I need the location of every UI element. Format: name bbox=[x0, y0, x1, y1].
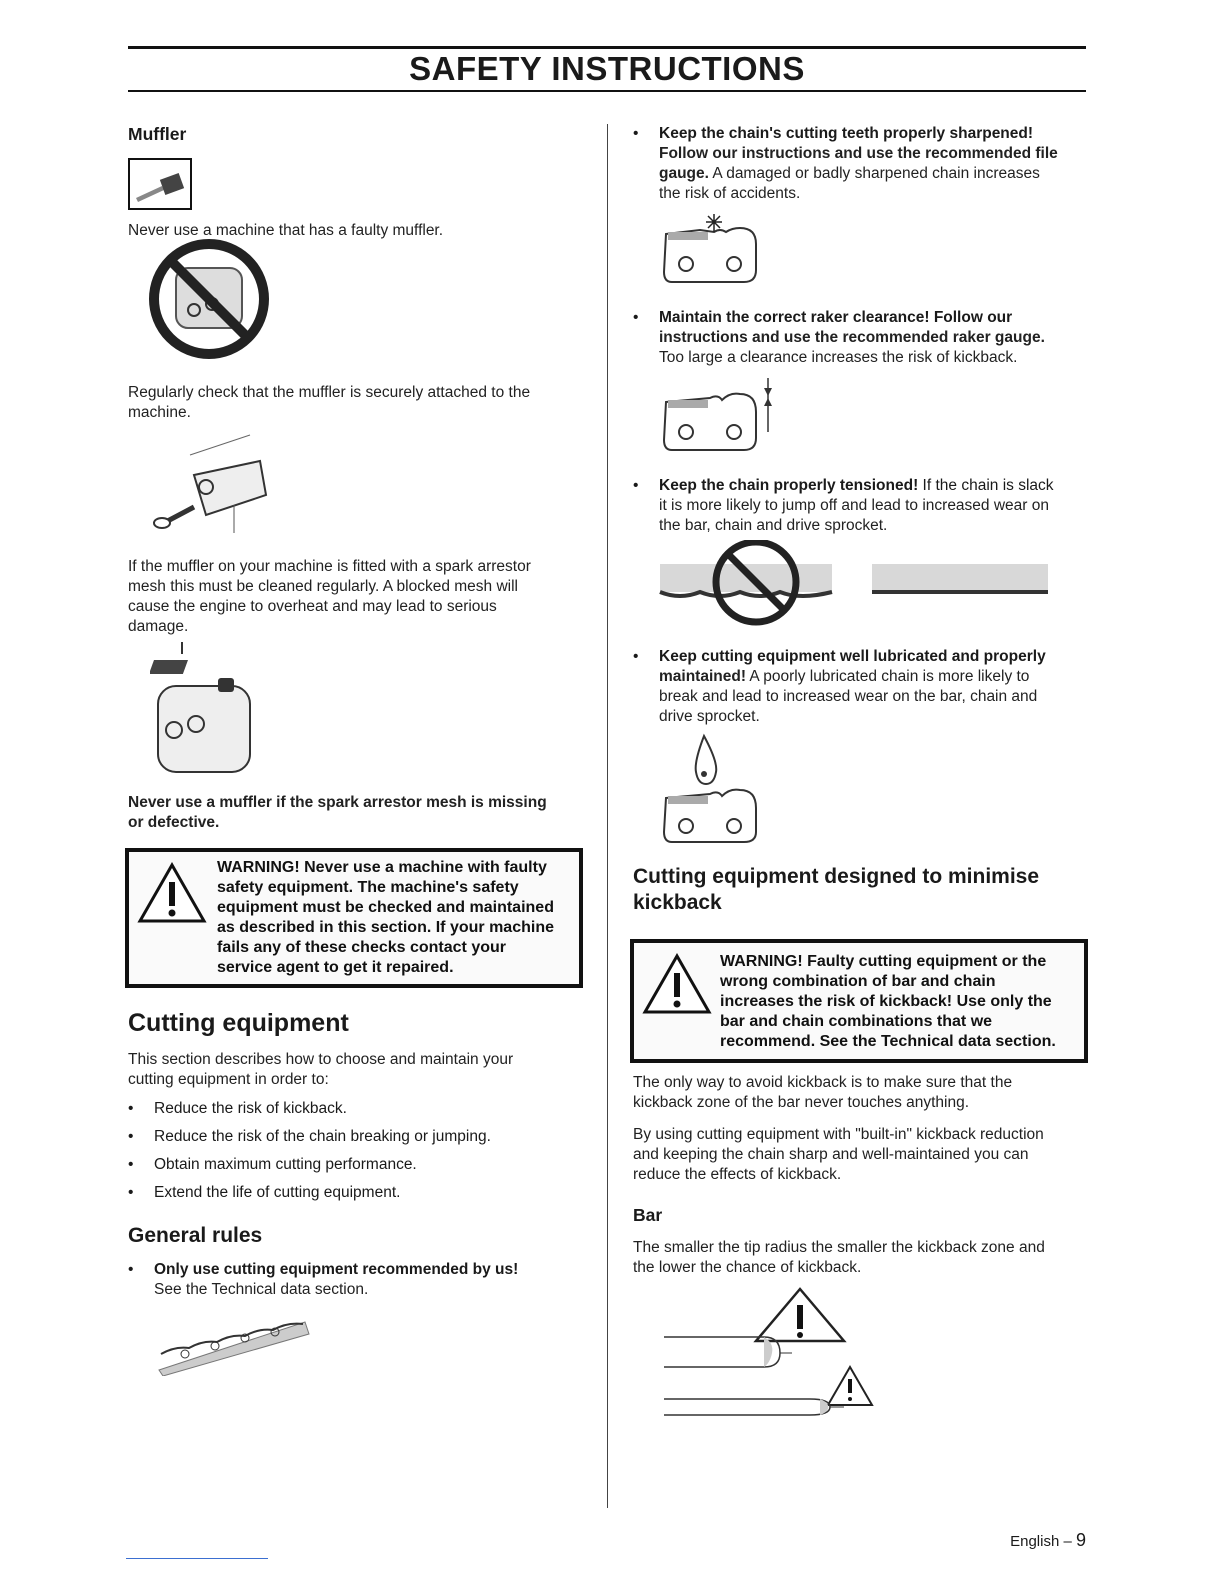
muffler-bold-l1: Never use a muffler if the spark arrestor mesh is missing bbox=[128, 794, 547, 811]
rb2-l2: instructions and use the recommended raker gauge. bbox=[659, 329, 1045, 346]
bar-heading: Bar bbox=[633, 1205, 663, 1225]
page-footer: English – 9 bbox=[1010, 1530, 1086, 1550]
warning2-l3: increases the risk of kickback! Use only the bbox=[720, 993, 1052, 1010]
raker-clearance-figure bbox=[660, 372, 780, 458]
rb1-l4: the risk of accidents. bbox=[659, 185, 801, 202]
bar-tip-radius-figure bbox=[660, 1285, 880, 1420]
header-top-rule bbox=[128, 46, 1086, 49]
rb3-l3: the bar, chain and drive sprocket. bbox=[659, 517, 888, 534]
rb2-l1: Maintain the correct raker clearance! Follow our bbox=[659, 309, 1013, 326]
muffler-bold-l2: or defective. bbox=[128, 814, 220, 831]
kickback-p2-l2: and keeping the chain sharp and well-maintained you can bbox=[633, 1146, 1029, 1163]
spark-arrestor-figure bbox=[150, 638, 260, 778]
footer-language: English bbox=[1010, 1533, 1060, 1550]
kickback-p2-l1: By using cutting equipment with "built-in" kickback reduction bbox=[633, 1126, 1044, 1143]
general-b1-bold: Only use cutting equipment recommended by us! bbox=[154, 1261, 519, 1278]
no-faulty-muffler-icon bbox=[148, 238, 270, 360]
muffler-p2-l2: machine. bbox=[128, 404, 191, 421]
warning-box-kickback bbox=[630, 939, 1088, 1063]
warning1-l4: as described in this section. If your machine bbox=[217, 919, 554, 936]
kickback-heading-l2: kickback bbox=[633, 891, 722, 914]
bar-p-l1: The smaller the tip radius the smaller the kickback zone and bbox=[633, 1239, 1045, 1256]
muffler-p3-l2: mesh this must be cleaned regularly. A blocked mesh will bbox=[128, 578, 518, 595]
muffler-p3-l1: If the muffler on your machine is fitted with a spark arrestor bbox=[128, 558, 531, 575]
column-divider bbox=[607, 124, 608, 1508]
rb1-l3: gauge. A damaged or badly sharpened chain increases bbox=[659, 165, 1040, 182]
muffler-screwdriver-figure bbox=[150, 425, 280, 535]
rb1-l1: Keep the chain's cutting teeth properly sharpened! bbox=[659, 125, 1034, 142]
bar-p-l2: the lower the chance of kickback. bbox=[633, 1259, 862, 1276]
warning-triangle-icon bbox=[642, 953, 712, 1015]
rb3-l1: Keep the chain properly tensioned! If the chain is slack bbox=[659, 477, 1054, 494]
warning1-l2: safety equipment. The machine's safety bbox=[217, 879, 519, 896]
warning2-l2: wrong combination of bar and chain bbox=[720, 973, 996, 990]
warning1-l1: WARNING! Never use a machine with faulty bbox=[217, 859, 547, 876]
muffler-p3-l3: cause the engine to overheat and may lead to serious bbox=[128, 598, 497, 615]
muffler-heading: Muffler bbox=[128, 124, 187, 144]
kickback-heading-l1: Cutting equipment designed to minimise bbox=[633, 865, 1040, 888]
warning1-l5: fails any of these checks contact your bbox=[217, 939, 506, 956]
page-number: 9 bbox=[1075, 1530, 1086, 1550]
cutter-tooth-sharpen-figure bbox=[660, 210, 770, 288]
lubrication-figure bbox=[660, 732, 760, 844]
general-rules-heading: General rules bbox=[128, 1224, 263, 1247]
rb4-l3: break and lead to increased wear on the bar, chain and bbox=[659, 688, 1038, 705]
warning-box-safety-equipment bbox=[125, 848, 583, 988]
muffler-p2-l1: Regularly check that the muffler is securely attached to the bbox=[128, 384, 531, 401]
muffler-brush-icon bbox=[128, 158, 192, 210]
chain-tension-figure bbox=[650, 540, 1060, 632]
warning2-l5: recommend. See the Technical data section. bbox=[720, 1033, 1056, 1050]
warning2-l4: bar and chain combinations that we bbox=[720, 1013, 993, 1030]
rb1-l2: Follow our instructions and use the recommended file bbox=[659, 145, 1058, 162]
general-b1-text: See the Technical data section. bbox=[154, 1281, 369, 1298]
page-title: SAFETY INSTRUCTIONS bbox=[409, 50, 805, 87]
cutting-equipment-heading: Cutting equipment bbox=[128, 1009, 349, 1037]
muffler-p1: Never use a machine that has a faulty muffler. bbox=[128, 222, 444, 239]
footer-link-underline bbox=[126, 1558, 268, 1559]
warning1-l6: service agent to get it repaired. bbox=[217, 959, 454, 976]
kickback-p1-l2: kickback zone of the bar never touches anything. bbox=[633, 1094, 970, 1111]
cutting-intro-l1: This section describes how to choose and maintain your bbox=[128, 1051, 514, 1068]
warning-triangle-icon bbox=[137, 862, 207, 924]
kickback-p1-l1: The only way to avoid kickback is to make sure that the bbox=[633, 1074, 1013, 1091]
warning2-l1: WARNING! Faulty cutting equipment or the bbox=[720, 953, 1047, 970]
warning1-l3: equipment must be checked and maintained bbox=[217, 899, 554, 916]
rb4-l2: maintained! A poorly lubricated chain is more likely to bbox=[659, 668, 1030, 685]
cutting-intro-l2: cutting equipment in order to: bbox=[128, 1071, 329, 1088]
rb4-l4: drive sprocket. bbox=[659, 708, 760, 725]
rb2-l3: Too large a clearance increases the risk of kickback. bbox=[659, 349, 1018, 366]
rb3-l2: it is more likely to jump off and lead to increased wear on bbox=[659, 497, 1049, 514]
muffler-p3-l4: damage. bbox=[128, 618, 189, 635]
kickback-p2-l3: reduce the effects of kickback. bbox=[633, 1166, 842, 1183]
rb4-l1: Keep cutting equipment well lubricated and properly bbox=[659, 648, 1046, 665]
header-bottom-rule bbox=[128, 90, 1086, 92]
chain-bar-figure bbox=[155, 1310, 315, 1376]
